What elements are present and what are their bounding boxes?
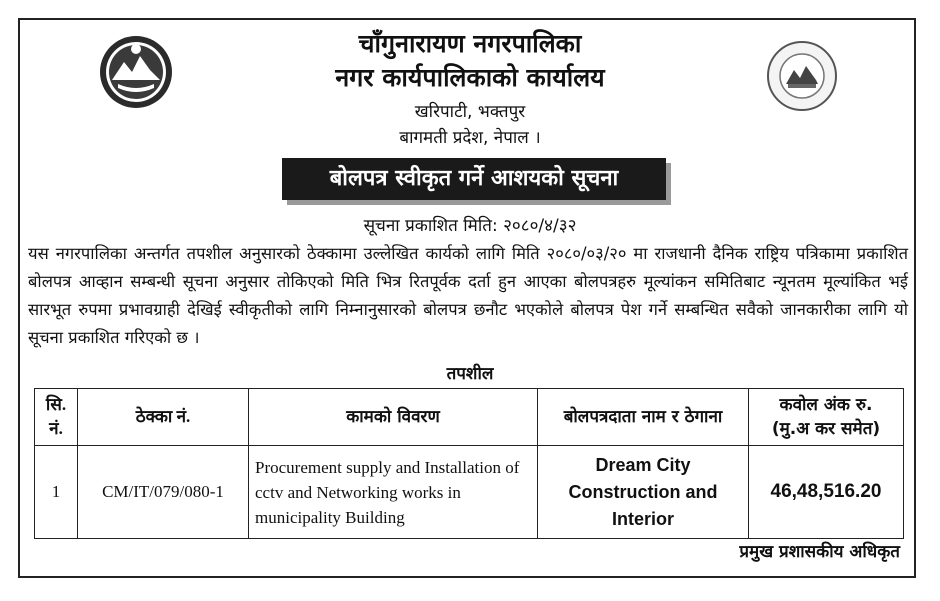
publish-date: सूचना प्रकाशित मिति: २०८०/४/३२ [363,216,577,236]
header-amount-line2: (मु.अ कर समेत) [771,419,881,439]
header-serial-line2: नं. [49,419,63,438]
header-serial-line1: सि. [45,395,67,414]
row-serial: 1 [35,446,78,539]
row-bidder: Dream City Construction and Interior [538,446,749,539]
address-line-2: बागमती प्रदेश, नेपाल । [399,128,541,148]
notice-frame [18,18,916,578]
table-header-row [35,389,904,446]
municipality-seal-icon [766,40,838,112]
table-row [35,446,904,539]
header-contract-no: ठेक्का नं. [78,389,249,446]
signatory: प्रमुख प्रशासकीय अधिकृत [739,542,900,562]
header-amount [749,389,904,446]
municipality-name: चाँगुनारायण नगरपालिका [358,29,582,58]
nepal-emblem-icon [98,34,174,110]
notice-title-banner: बोलपत्र स्वीकृत गर्ने आशयको सूचना [282,158,666,200]
row-amount: 46,48,516.20 [749,446,904,539]
office-name: नगर कार्यपालिकाको कार्यालय [335,63,605,92]
header-bidder: बोलपत्रदाता नाम र ठेगाना [538,389,749,446]
bid-table [34,388,904,539]
row-contract-no: CM/IT/079/080-1 [78,446,249,539]
details-heading: तपशील [446,364,494,384]
address-line-1: खरिपाटी, भक्तपुर [414,102,526,122]
header-description: कामको विवरण [249,389,538,446]
header-amount-line1: कवोल अंक रु. [779,395,873,415]
notice-body: यस नगरपालिका अन्तर्गत तपशील अनुसारको ठेक्कामा उल्लेखित कार्यको लागि मिति २०८०/०३/२० मा राजधानी दैनिक राष्ट्रिय पत्रिकामा प्रकाशित बोलपत्र आव्हान सम्बन्धी सूचना अनुसार तोकिएको मिति भित्र रितपूर्वक दर्ता हुन आएका बोलपत्रहरु मूल्यांकन समितिबाट न्यूनतम मूल्यांकित भई सारभूत रुपमा प्रभावग्राही देखिई स्वीकृतीको लागि निम्नानुसारको बोलपत्र छनौट भएकोले बोलपत्र पेश गर्ने सम्बन्धित सवैको जानकारीका लागि यो सूचना प्रकाशित गरिएको छ । [28,244,908,347]
header-serial [35,389,78,446]
row-description: Procurement supply and Installation of cctv and Networking works in municipality Building [249,446,538,539]
